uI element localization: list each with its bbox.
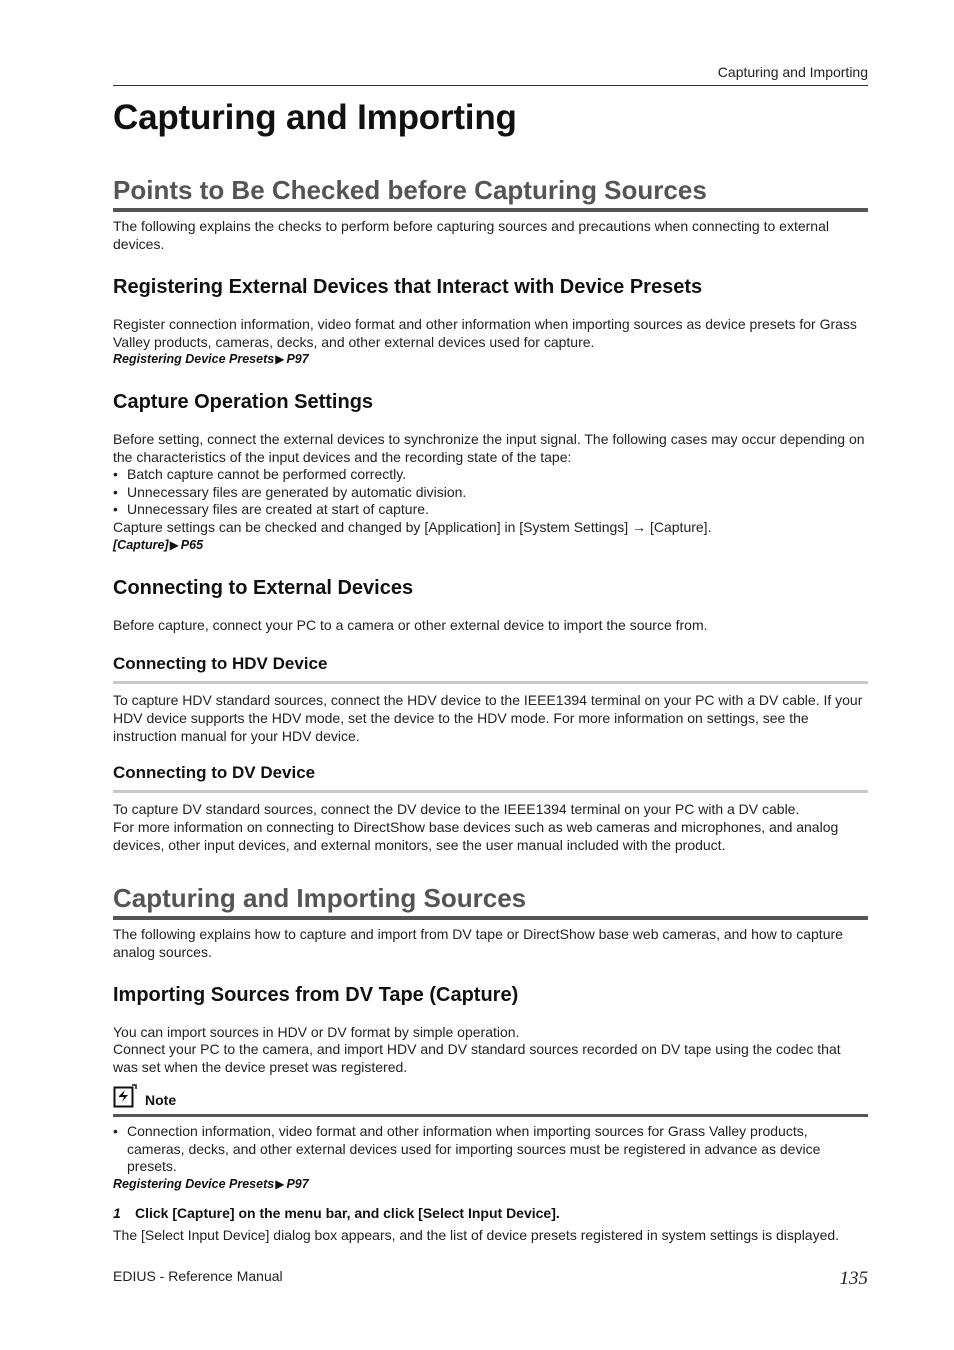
page-number: 135 [839,1268,868,1289]
list-item: • Connection information, video format and other information when importing sources for Grass Valley products, cameras, decks, and other external devices used for importing sources must be registered in advance as device presets. [113,1123,821,1174]
step-1 [113,1205,560,1221]
step-result: The [Select Input Device] dialog box appears, and the list of device presets registered in system settings is displayed. [113,1227,840,1243]
list-item: • Batch capture cannot be performed correctly. [113,466,407,482]
subheading-hdv-device: Connecting to HDV Device [113,654,328,673]
section-heading-capturing-importing: Capturing and Importing Sources [113,883,527,913]
paragraph-import-2: Connect your PC to the camera, and import HDV and DV standard sources recorded on DV tape using the codec that was set when the device preset was registered. [113,1041,841,1075]
subheading-importing-dv-tape: Importing Sources from DV Tape (Capture) [113,984,519,1006]
step-text: Click [Capture] on the menu bar, and click [Select Input Device]. [135,1205,560,1221]
subheading-dv-device: Connecting to DV Device [113,763,316,782]
bullet-list [113,466,868,519]
subheading-capture-settings: Capture Operation Settings [113,391,374,413]
step-number: 1 [113,1205,121,1221]
note-icon [113,1084,137,1108]
paragraph-external-devices: Before capture, connect your PC to a camera or other external device to import the source from. [113,617,708,633]
reference-page: P97 [286,1177,309,1191]
reference-text: Registering Device Presets [113,1177,275,1191]
subheading-external-devices: Connecting to External Devices [113,577,414,599]
paragraph-dv-2: For more information on connecting to DirectShow base devices such as web cameras and microphones, and analog devices, other input devices, and external monitors, see the user manual included with the product. [113,819,839,853]
paragraph-registering: Register connection information, video format and other information when importing sources as device presets for Grass Valley products, cameras, decks, and other external devices used for capture. [113,316,857,350]
reference-page: P65 [180,538,204,552]
play-arrow-icon: ▶ [275,352,285,366]
paragraph-capture-settings: Before setting, connect the external devices to synchronize the input signal. The following cases may occur depending on the characteristics of the input devices and the recording state of the tape: [113,431,865,465]
paragraph-dv-1: To capture DV standard sources, connect the DV device to the IEEE1394 terminal on your PC with a DV cable. [113,801,800,817]
reference-link[interactable] [113,352,309,366]
subheading-rule [113,681,868,684]
reference-link[interactable] [113,538,203,552]
reference-text: [Capture] [113,538,169,552]
reference-text: Registering Device Presets [113,352,275,366]
note-bullet-list [113,1123,868,1176]
section-rule [113,208,868,212]
play-arrow-icon: ▶ [169,538,179,552]
footer-manual-title: EDIUS - Reference Manual [113,1268,283,1284]
play-arrow-icon: ▶ [275,1177,285,1191]
reference-page: P97 [286,352,309,366]
running-header: Capturing and Importing [717,64,868,80]
section-intro: The following explains how to capture and import from DV tape or DirectShow base web cameras, and how to capture analog sources. [113,926,843,960]
section-intro: The following explains the checks to perform before capturing sources and precautions when connecting to external devices. [113,218,829,252]
paragraph-capture-after: Capture settings can be checked and changed by [Application] in [System Settings] → [Capture]. [113,519,712,535]
subheading-rule [113,790,868,793]
reference-link[interactable] [113,1177,309,1191]
note-rule [113,1114,868,1117]
header-rule [113,85,868,86]
subheading-registering-devices: Registering External Devices that Interact with Device Presets [113,276,703,298]
section-rule [113,916,868,920]
page-title: Capturing and Importing [113,98,517,137]
list-item: • Unnecessary files are created at start of capture. [113,501,429,517]
note-label: Note [145,1092,177,1108]
section-heading-points-checked: Points to Be Checked before Capturing Sources [113,175,707,205]
paragraph-import-1: You can import sources in HDV or DV format by simple operation. [113,1024,520,1040]
paragraph-hdv: To capture HDV standard sources, connect the HDV device to the IEEE1394 terminal on your PC with a DV cable. If your HDV device supports the HDV mode, set the device to the HDV mode. For more information on settings, see the instruction manual for your HDV device. [113,692,863,744]
list-item: • Unnecessary files are generated by automatic division. [113,483,467,500]
